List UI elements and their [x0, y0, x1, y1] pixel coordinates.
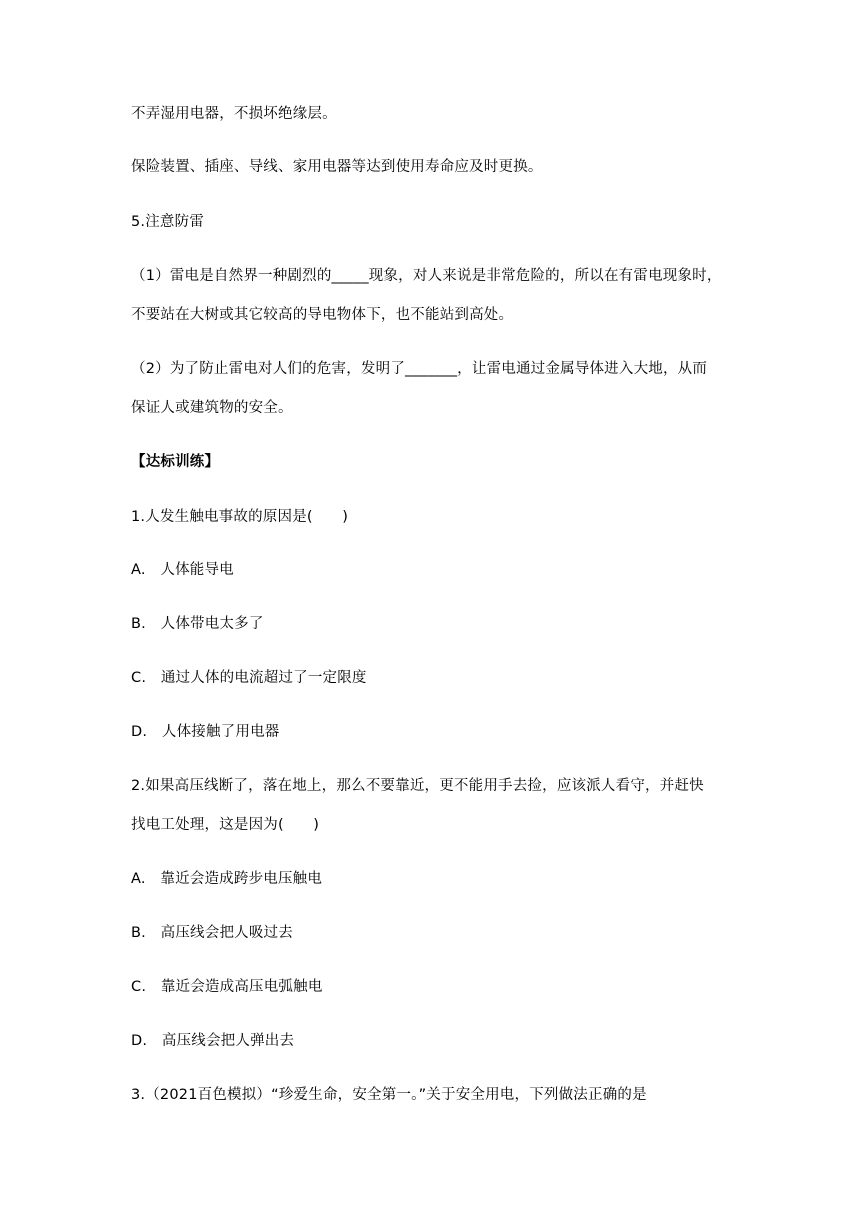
question-1: 1.人发生触电事故的原因是( ) — [131, 509, 349, 525]
q2-option-b: B. 高压线会把人吸过去 — [131, 925, 293, 941]
text-line-lightning-2b: 保证人或建筑物的安全。 — [131, 400, 293, 416]
section-heading-lightning: 5.注意防雷 — [131, 214, 205, 230]
q1-option-d: D. 人体接触了用电器 — [131, 724, 280, 740]
q2-option-c: C. 靠近会造成高压电弧触电 — [131, 979, 323, 995]
q2-option-a: A. 靠近会造成跨步电压触电 — [131, 871, 323, 887]
q1-option-c: C. 通过人体的电流超过了一定限度 — [131, 670, 367, 686]
text-line-replace-devices: 保险装置、插座、导线、家用电器等达到使用寿命应及时更换。 — [131, 159, 543, 175]
text-line-lightning-2a: （2）为了防止雷电对人们的危害，发明了_______，让雷电通过金属导体进入大地，从而 — [131, 361, 708, 377]
text-line-lightning-1b: 不要站在大树或其它较高的导电物体下，也不能站到高处。 — [131, 307, 514, 323]
text-line-insulation: 不弄湿用电器，不损坏绝缘层。 — [131, 106, 337, 122]
question-3: 3.（2021百色模拟）“珍爱生命，安全第一。”关于安全用电，下列做法正确的是 — [131, 1087, 647, 1103]
text-line-lightning-1a: （1）雷电是自然界一种剧烈的_____现象，对人来说是非常危险的，所以在有雷电现象时， — [131, 268, 722, 284]
q1-option-b: B. 人体带电太多了 — [131, 616, 264, 632]
question-2-line-1: 2.如果高压线断了，落在地上，那么不要靠近，更不能用手去捡，应该派人看守，并赶快 — [131, 778, 704, 794]
question-2-line-2: 找电工处理，这是因为( ) — [131, 817, 320, 833]
section-heading-practice: 【达标训练】 — [131, 454, 220, 470]
q2-option-d: D. 高压线会把人弹出去 — [131, 1033, 295, 1049]
q1-option-a: A. 人体能导电 — [131, 562, 234, 578]
